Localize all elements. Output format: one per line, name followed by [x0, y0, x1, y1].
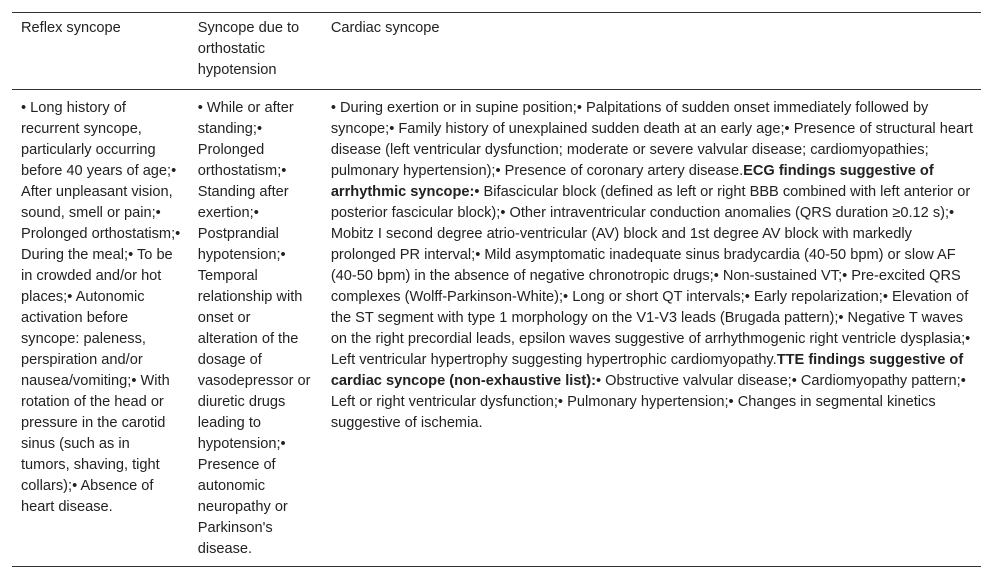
table-row: [12, 90, 981, 567]
ecg-findings-heading: ECG findings suggestive of arrhythmic syncope:: [330, 163, 934, 200]
header-orthostatic: Syncope due to orthostatic hypotension: [189, 13, 322, 90]
ecg-findings-list: • Bifascicular block (defined as left or right BBB combined with left anterior or posterior fascicular block);• Other intraventricular conduction anomalies (QRS duration ≥0.12 s);• Mobitz I second degree atrio-ventricular (AV) block and 1st degree AV block with markedly prolonged PR interval;• Mild asymptomatic inadequate sinus bradycardia (40-50 bpm) or slow AF (40-50 bpm) in the absence of negative chronotropic drugs;• Non-sustained VT;• Pre-excited QRS complexes (Wolff-Parkinson-White);• Long or short QT intervals;• Early repolarization;• Elevation of the ST segment with type 1 morphology on the V1-V3 leads (Brugada pattern);• Negative T waves on the right precordial leads, epsilon waves suggestive of arrhythmogenic right ventricle dysplasia;• Left ventricular hypertrophy suggesting hypertrophic cardiomyopathy.: [330, 184, 971, 368]
header-row: [12, 13, 981, 90]
cell-orthostatic: • While or after standing;• Prolonged orthostatism;• Standing after exertion;• Postprandial hypotension;• Temporal relationship with onset or alteration of the dosage of vasodepressor or diuretic drugs leading to hypotension;• Presence of autonomic neuropathy or Parkinson's disease.: [197, 100, 311, 557]
header-reflex: Reflex syncope: [12, 13, 189, 90]
header-cardiac: Cardiac syncope: [322, 13, 981, 90]
cardiac-general-criteria: • During exertion or in supine position;• Palpitations of sudden onset immediately followed by syncope;• Family history of unexplained sudden death at an early age;• Presence of structural heart disease (left ventricular dysfunction; moderate or severe valvular disease; cardiomyopathies; pulmonary hypertension);• Presence of coronary artery disease.: [330, 100, 973, 179]
cell-cardiac: [322, 90, 981, 567]
tte-findings-heading: TTE findings suggestive of cardiac syncope (non-exhaustive list):: [330, 352, 964, 389]
cell-reflex: • Long history of recurrent syncope, particularly occurring before 40 years of age;• After unpleasant vision, sound, smell or pain;• Prolonged orthostatism;• During the meal;• To be in crowded and/or hot places;• Autonomic activation before syncope: paleness, perspiration and/or nausea/vomiting;• With rotation of the head or pressure in the carotid sinus (such as in tumors, shaving, tight collars);• Absence of heart disease.: [21, 100, 181, 515]
syncope-table: [12, 12, 981, 567]
tte-findings-list: • Obstructive valvular disease;• Cardiomyopathy pattern;• Left or right ventricular dysfunction;• Pulmonary hypertension;• Changes in segmental kinetics suggestive of ischemia.: [330, 373, 966, 431]
